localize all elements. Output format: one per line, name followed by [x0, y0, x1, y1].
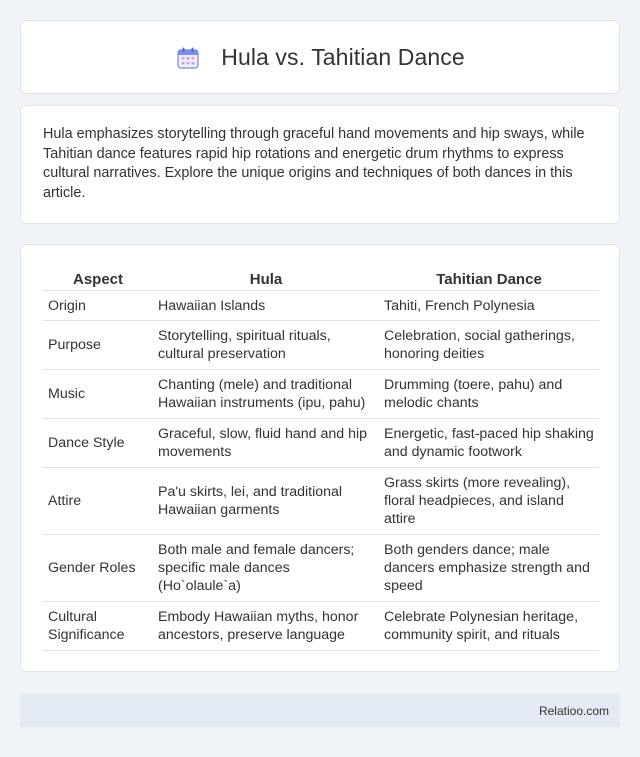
- row-hula: Pa'u skirts, lei, and traditional Hawaiian garments: [153, 468, 379, 535]
- row-tahitian: Celebrate Polynesian heritage, community spirit, and rituals: [379, 602, 599, 651]
- row-aspect: Purpose: [43, 321, 153, 370]
- table-row: [43, 370, 599, 419]
- row-aspect: Dance Style: [43, 419, 153, 468]
- table-row: [43, 321, 599, 370]
- table-row: [43, 468, 599, 535]
- table-row: [43, 602, 599, 651]
- intro-card: [20, 105, 620, 224]
- row-tahitian: Energetic, fast-paced hip shaking and dynamic footwork: [379, 419, 599, 468]
- comparison-card: [20, 244, 620, 672]
- row-aspect: Music: [43, 370, 153, 419]
- row-aspect: Attire: [43, 468, 153, 535]
- row-aspect: Gender Roles: [43, 535, 153, 602]
- row-tahitian: Both genders dance; male dancers emphasize strength and speed: [379, 535, 599, 602]
- title-card: [20, 20, 620, 94]
- table-row: [43, 535, 599, 602]
- row-hula: Storytelling, spiritual rituals, cultural preservation: [153, 321, 379, 370]
- intro-text: Hula emphasizes storytelling through graceful hand movements and hip sways, while Tahitian dance features rapid hip rotations and energetic drum rhythms to express cultural narratives. Explore the unique origins and techniques of both dances in this article.: [43, 126, 585, 201]
- table-row: [43, 419, 599, 468]
- row-hula: Chanting (mele) and traditional Hawaiian instruments (ipu, pahu): [153, 370, 379, 419]
- row-hula: Both male and female dancers; specific male dances (Ho`olaule`a): [153, 535, 379, 602]
- row-hula: Hawaiian Islands: [153, 291, 379, 321]
- header-hula: Hula: [153, 265, 379, 291]
- footer: [20, 694, 620, 727]
- table-row: [43, 291, 599, 321]
- footer-brand: Relatioo.com: [538, 703, 609, 718]
- row-hula: Embody Hawaiian myths, honor ancestors, preserve language: [153, 602, 379, 651]
- calendar-icon: [175, 45, 201, 71]
- row-aspect: Cultural Significance: [43, 602, 153, 651]
- header-tahitian: Tahitian Dance: [379, 265, 599, 291]
- page-title: Hula vs. Tahitian Dance: [221, 43, 465, 70]
- row-tahitian: Drumming (toere, pahu) and melodic chants: [379, 370, 599, 419]
- comparison-table: [43, 265, 599, 651]
- row-tahitian: Grass skirts (more revealing), floral headpieces, and island attire: [379, 468, 599, 535]
- header-aspect: Aspect: [43, 265, 153, 291]
- row-tahitian: Celebration, social gatherings, honoring deities: [379, 321, 599, 370]
- row-hula: Graceful, slow, fluid hand and hip movements: [153, 419, 379, 468]
- row-aspect: Origin: [43, 291, 153, 321]
- table-header-row: [43, 265, 599, 291]
- row-tahitian: Tahiti, French Polynesia: [379, 291, 599, 321]
